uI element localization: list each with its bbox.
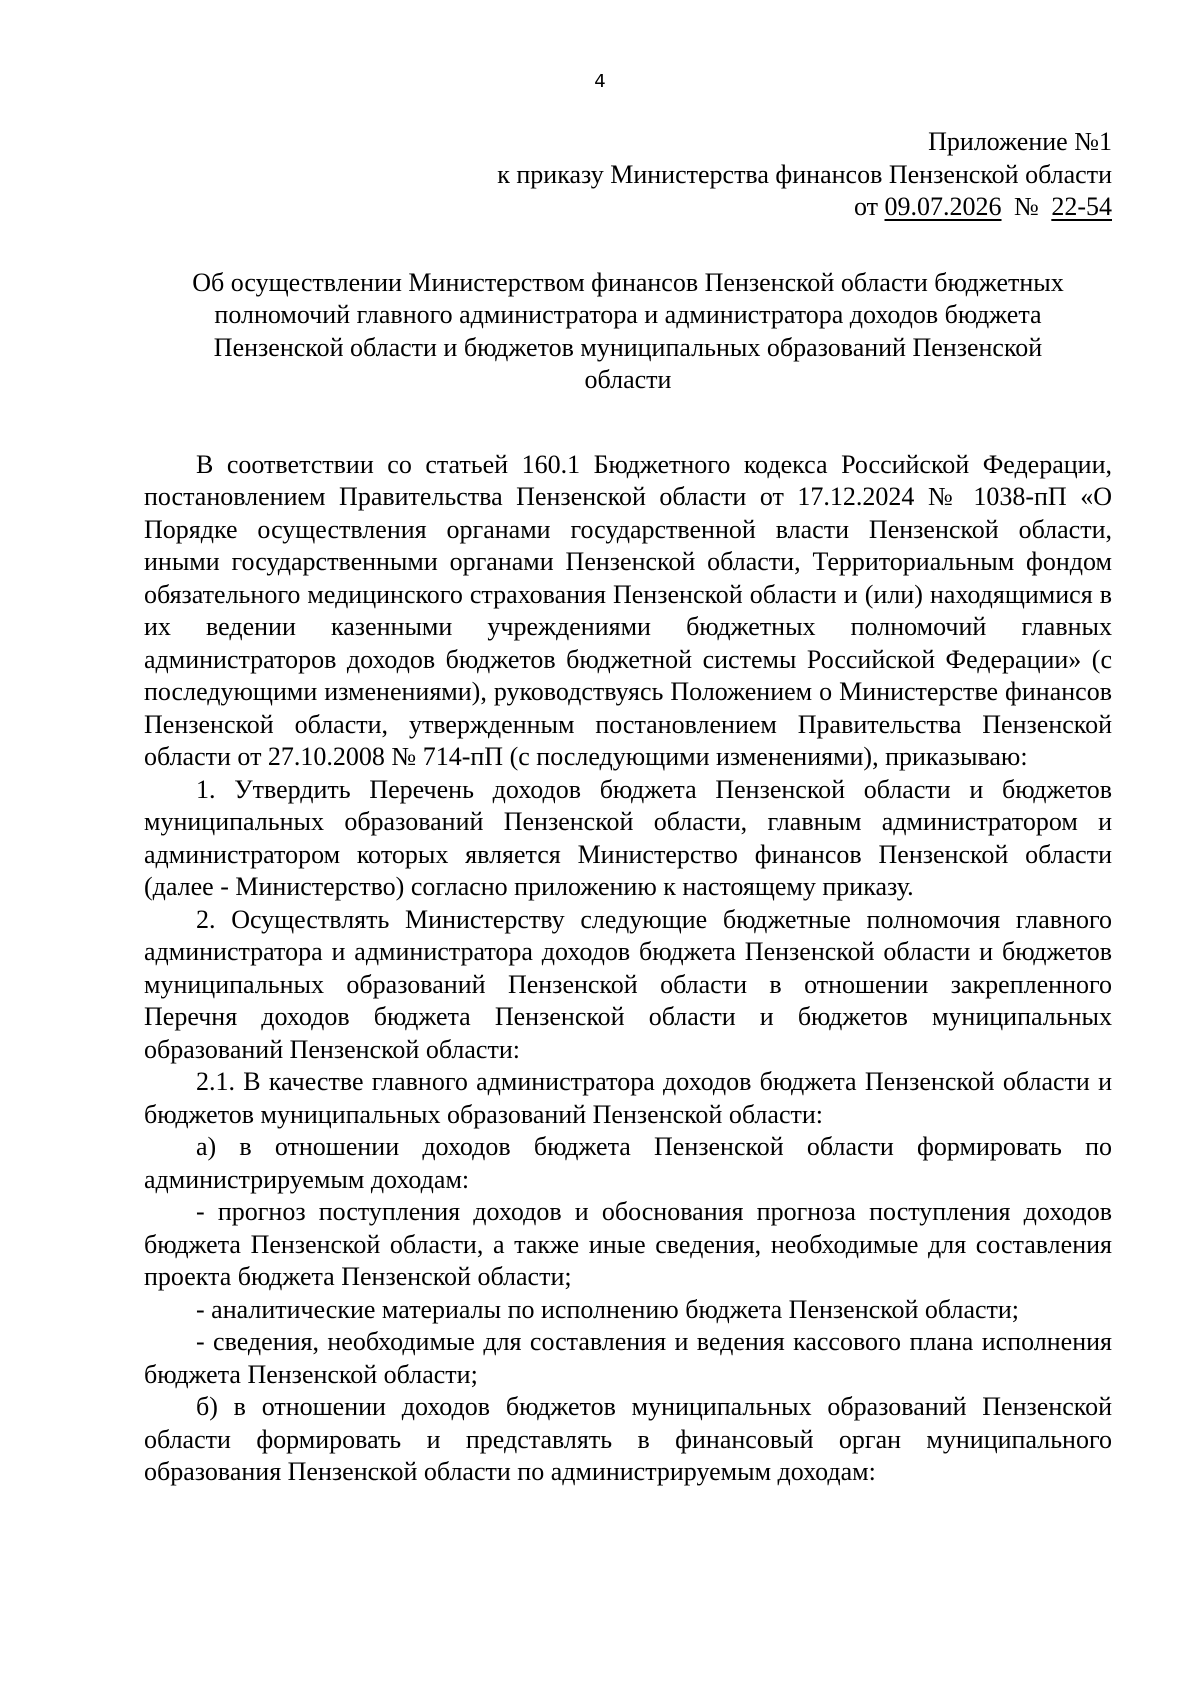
annex-date-prefix: от	[853, 192, 879, 221]
annex-number-sign: №	[1014, 192, 1039, 221]
title-line: полномочий главного администратора и администратора доходов бюджета	[214, 300, 1042, 329]
subclause-b-paragraph: б) в отношении доходов бюджетов муниципальных образований Пензенской области формировать и представлять в финансовый орган муниципального образования Пензенской области по администрируемым доходам:	[144, 1392, 1112, 1486]
clause-2-paragraph: 2. Осуществлять Министерству следующие бюджетные полномочия главного администратора и администратора доходов бюджета Пензенской области и бюджетов муниципальных образований Пензенской области в отношении закрепленного Перечня доходов бюджета Пензенской области и бюджетов муниципальных образований Пензенской области:	[144, 904, 1112, 1064]
list-item-paragraph: - прогноз поступления доходов и обоснования прогноза поступления доходов бюджета Пензенской области, а также иные сведения, необходимые для составления проекта бюджета Пензенской области;	[144, 1197, 1112, 1291]
document-title	[144, 267, 1112, 397]
annex-date-number-line	[144, 191, 1112, 224]
clause-2-1-paragraph: 2.1. В качестве главного администратора доходов бюджета Пензенской области и бюджетов муниципальных образований Пензенской области:	[144, 1067, 1112, 1129]
annex-header	[144, 126, 1112, 224]
document-body	[144, 449, 1112, 1489]
title-line: области	[584, 365, 672, 394]
list-item-paragraph: - сведения, необходимые для составления и ведения кассового плана исполнения бюджета Пензенской области;	[144, 1327, 1112, 1389]
annex-title: Приложение №1	[928, 127, 1112, 156]
annex-date: 09.07.2026	[884, 192, 1002, 221]
preamble-paragraph: В соответствии со статьей 160.1 Бюджетного кодекса Российской Федерации, постановлением Правительства Пензенской области от 17.12.2024 № 1038-пП «О Порядке осуществления органами государственной власти Пензенской области, иными государственными органами Пензенской области, Территориальным фондом обязательного медицинского страхования Пензенской области и (или) находящимися в их ведении казенными учреждениями бюджетных полномочий главных администраторов доходов бюджетов бюджетной системы Российской Федерации» (с последующими изменениями), руководствуясь Положением о Министерстве финансов Пензенской области, утвержденным постановлением Правительства Пензенской области от 27.10.2008 № 714-пП (с последующими изменениями), приказываю:	[144, 449, 1112, 771]
annex-number: 22-54	[1051, 192, 1112, 221]
list-item-paragraph: - аналитические материалы по исполнению бюджета Пензенской области;	[196, 1294, 1020, 1324]
page-number: 4	[594, 71, 606, 92]
document-content	[144, 126, 1112, 1489]
clause-1-paragraph: 1. Утвердить Перечень доходов бюджета Пензенской области и бюджетов муниципальных образований Пензенской области, главным администратором и администратором которых является Министерство финансов Пензенской области (далее - Министерство) согласно приложению к настоящему приказу.	[144, 774, 1112, 901]
title-line: Пензенской области и бюджетов муниципальных образований Пензенской	[213, 332, 1043, 362]
subclause-a-paragraph: а) в отношении доходов бюджета Пензенской области формировать по администрируемым доходам:	[144, 1132, 1112, 1194]
title-line: Об осуществлении Министерством финансов Пензенской области бюджетных	[192, 267, 1064, 297]
annex-order-reference: к приказу Министерства финансов Пензенской области	[497, 159, 1112, 189]
